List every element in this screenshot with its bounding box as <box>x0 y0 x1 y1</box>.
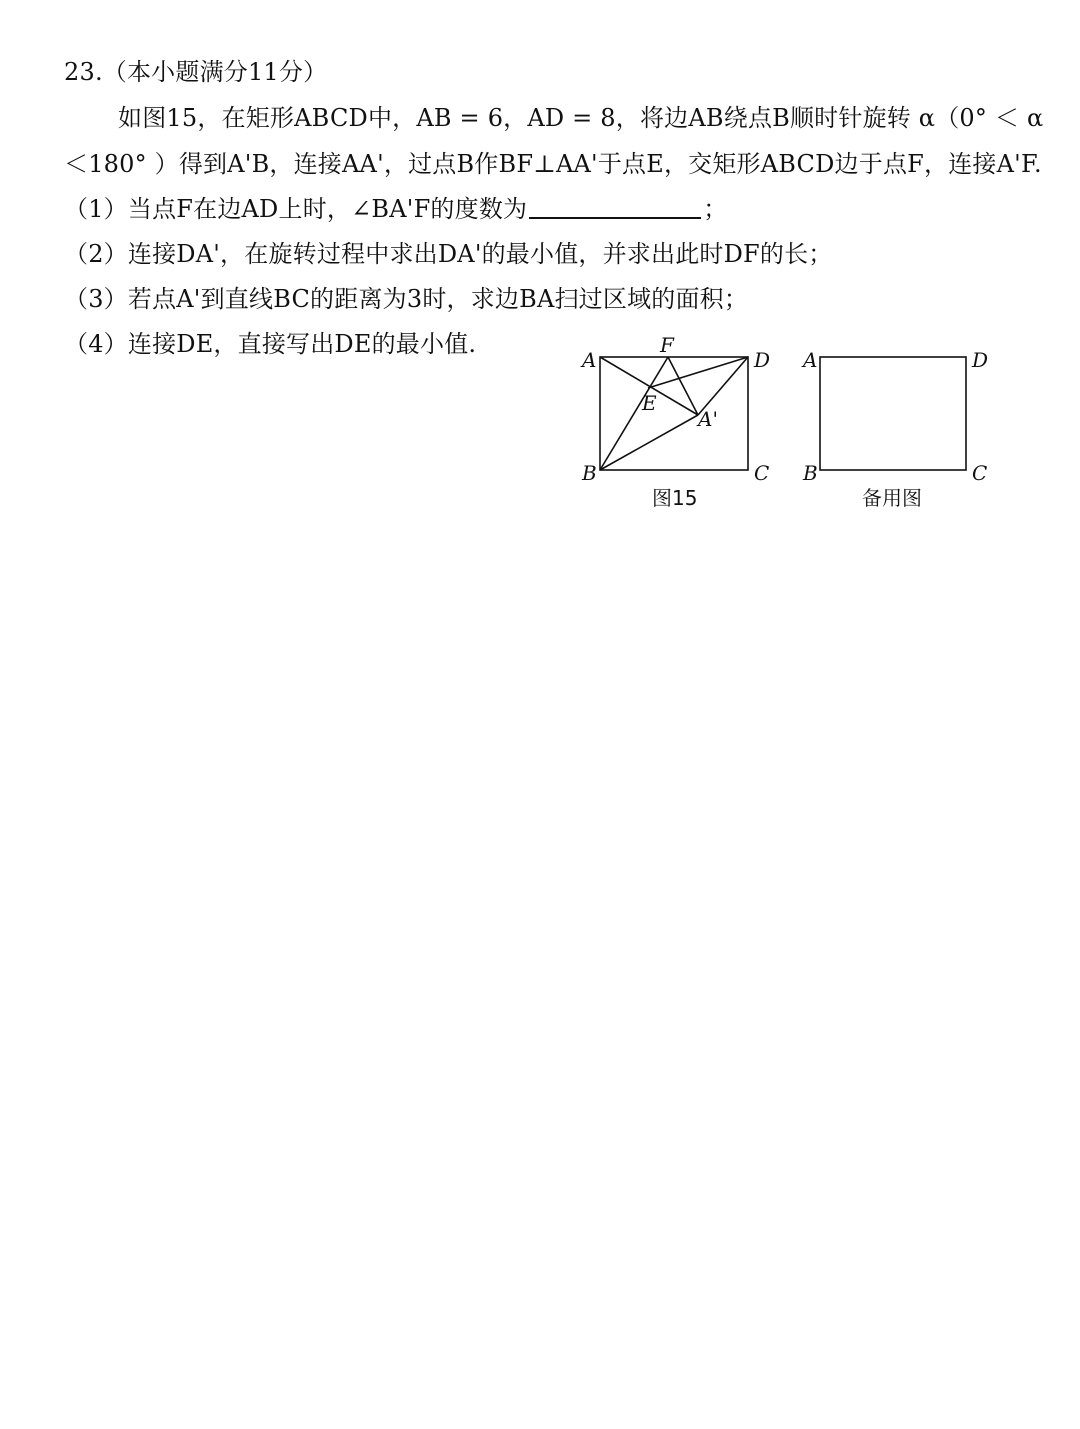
problem-intro-line2: ＜180° ）得到A'B，连接AA'，过点B作BF⊥AA'于点E，交矩形ABCD边于点F，连接A'F. <box>64 150 1042 178</box>
label-e: E <box>642 391 657 415</box>
backup-label-d: D <box>972 348 989 372</box>
question-1-suffix: ； <box>703 195 728 223</box>
backup-rectangle-abcd <box>820 357 966 470</box>
label-d: D <box>754 348 771 372</box>
rectangle-abcd <box>600 357 748 470</box>
problem-header: 23.（本小题满分11分） <box>64 58 328 86</box>
backup-figure <box>795 330 995 494</box>
backup-figure-caption: 备用图 <box>862 486 922 510</box>
label-a-prime: A' <box>698 407 718 431</box>
question-4: （4）连接DE，直接写出DE的最小值. <box>64 330 477 358</box>
backup-figure-svg <box>795 330 995 490</box>
backup-label-c: C <box>972 461 988 485</box>
question-1-text: （1）当点F在边AD上时，∠BA'F的度数为 <box>64 195 528 223</box>
answer-blank <box>529 195 701 219</box>
question-1 <box>64 193 727 225</box>
figure-15-caption: 图15 <box>652 486 698 510</box>
segment-de <box>648 357 748 388</box>
figure-15-svg <box>575 330 780 490</box>
segment-ba-prime <box>600 415 698 470</box>
label-a: A <box>582 348 597 372</box>
question-2: （2）连接DA'，在旋转过程中求出DA'的最小值，并求出此时DF的长； <box>64 240 833 268</box>
label-b: B <box>582 461 597 485</box>
backup-label-b: B <box>803 461 818 485</box>
question-3: （3）若点A'到直线BC的距离为3时，求边BA扫过区域的面积； <box>64 285 749 313</box>
label-f: F <box>660 333 674 357</box>
problem-intro-line1: 如图15，在矩形ABCD中，AB = 6，AD = 8，将边AB绕点B顺时针旋转 α（0° ＜ α <box>118 104 1044 132</box>
figure-15 <box>575 330 780 494</box>
label-c: C <box>754 461 770 485</box>
backup-label-a: A <box>803 348 818 372</box>
segment-bf <box>600 357 668 470</box>
